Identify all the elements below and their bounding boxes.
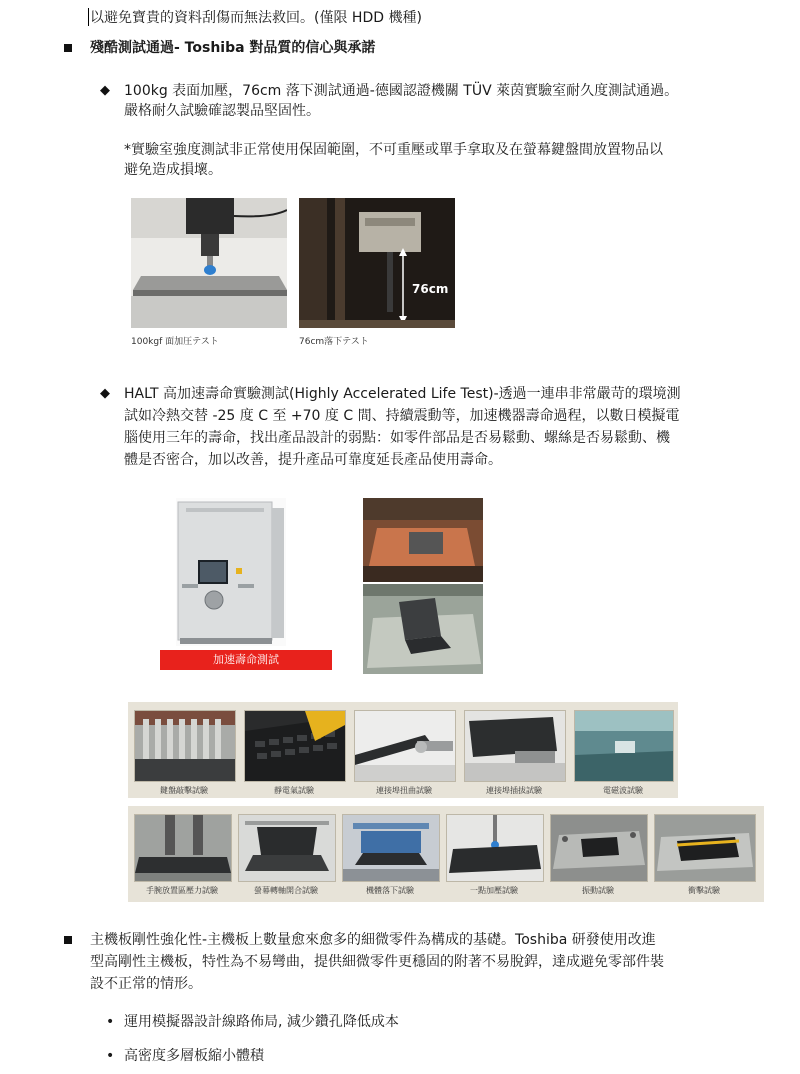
item1-note-line1: *實驗室強度測試非正常使用保固範圍，不可重壓或單手拿取及在螢幕鍵盤間放置物品以 [124,142,663,158]
strip2-caption-5: 振動試驗 [582,886,614,895]
item2-line1: HALT 高加速壽命實驗測試(Highly Accelerated Life Test)-透過一連串非常嚴苛的環境測 [124,386,681,402]
drop-height-label: 76cm [412,282,449,296]
press-test-caption: 100kgf 面加圧テスト [131,337,219,347]
drop-test-caption: 76cm落下テスト [299,337,369,347]
thermal-test-photo [363,498,483,582]
section1-heading: 殘酷測試通過- Toshiba 對品質的信心與承諾 [90,40,376,56]
item1-line1: 100kg 表面加壓，76cm 落下測試通過-德國認證機關 TÜV 萊茵實驗室耐久度測試通過。 [124,83,679,99]
hinge-cycle-test-photo [238,814,336,882]
keyboard-hit-test-photo [134,710,236,782]
shock-test-photo [654,814,756,882]
section2-line2: 型高剛性主機板，特性為不易彎曲，提供細微零件更穩固的附著不易脫銲，達成避免零部件裝 [90,954,664,970]
point-pressure-test-photo [446,814,544,882]
section2-line1: 主機板剛性強化性-主機板上數量愈來愈多的細微零件為構成的基礎。Toshiba 研發使用改進 [90,932,656,948]
item2-line4: 體是否密合，加以改善，提升產品可靠度延長產品使用壽命。 [124,452,502,468]
press-test-photo [131,198,287,328]
dot-bullet-icon: • [106,1014,115,1030]
strip1-caption-5: 電磁波試驗 [603,786,643,795]
item2-line3: 腦使用三年的壽命，找出產品設計的弱點：如零件部品是否易鬆動、螺絲是否易鬆動、機 [124,430,670,446]
section2-line3: 設不正常的情形。 [90,976,202,992]
section2-bullet-2: 高密度多層板縮小體積 [124,1048,264,1064]
halt-chamber-photo [176,498,286,646]
strip2-caption-3: 機體落下試驗 [366,886,414,895]
emi-test-photo [574,710,674,782]
drop-test-photo [299,198,455,328]
strip1-caption-4: 連接埠插拔試驗 [486,786,542,795]
dot-bullet-icon: • [106,1048,115,1064]
strip2-caption-6: 衝擊試驗 [688,886,720,895]
square-bullet-icon [64,44,72,52]
square-bullet-icon [64,936,72,944]
strip1-caption-2: 靜電氣試驗 [274,786,314,795]
intro-text: 以避免寶貴的資料刮傷而無法救回。(僅限 HDD 機種) [90,10,422,26]
palmrest-pressure-test-photo [134,814,232,882]
vibration-test-photo [363,584,483,674]
text-cursor [88,8,89,26]
strip2-caption-2: 螢幕轉軸開合試驗 [254,886,318,895]
strip2-caption-1: 手腕放置區壓力試驗 [146,886,218,895]
diamond-bullet-icon: ◆ [100,83,110,98]
strip2-caption-4: 一點加壓試驗 [470,886,518,895]
section2-bullet-1: 運用模擬器設計線路佈局, 減少鑽孔降低成本 [124,1014,399,1030]
port-twist-test-photo [354,710,456,782]
strip1-caption-3: 連接埠扭曲試驗 [376,786,432,795]
vibration-thumb-photo [550,814,648,882]
strip1-caption-1: 鍵盤敲擊試驗 [160,786,208,795]
drop-test-thumb-photo [342,814,440,882]
chamber-banner: 加速壽命測試 [160,650,332,670]
diamond-bullet-icon: ◆ [100,386,110,401]
port-plug-test-photo [464,710,566,782]
item1-line2: 嚴格耐久試驗確認製品堅固性。 [124,103,320,119]
esd-test-photo [244,710,346,782]
item1-note-line2: 避免造成損壞。 [124,162,222,178]
item2-line2: 試如冷熱交替 -25 度 C 至 +70 度 C 間、持續震動等，加速機器壽命過程，以數日模擬電 [124,408,680,424]
